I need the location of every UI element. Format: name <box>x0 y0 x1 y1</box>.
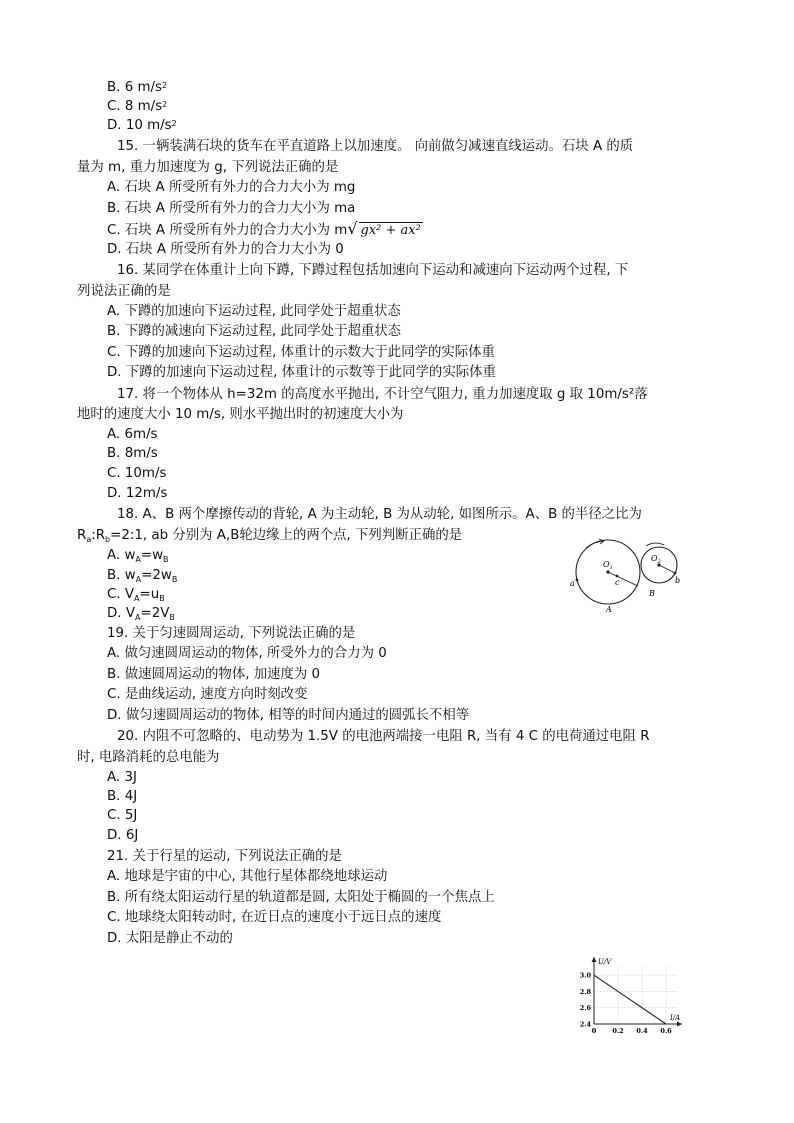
q15-stem-line2: 量为 m, 重力加速度为 g, 下列说法正确的是 <box>77 160 339 175</box>
q15-option-b: B. 石块 A 所受所有外力的合力大小为 ma <box>107 201 356 216</box>
q21-option-a: A. 地球是宇宙的中心, 其他行星体都绕地球运动 <box>107 869 388 884</box>
label-a: a <box>570 579 575 588</box>
label-wheel-b: B <box>649 589 655 598</box>
q16-option-d: D. 下蹲的加速向下运动过程, 体重计的示数等于此同学的实际体重 <box>107 365 496 380</box>
q21-option-b: B. 所有绕太阳运动行星的轨道都是圆, 太阳处于椭圆的一个焦点上 <box>107 890 495 905</box>
q14-option-c: C. 8 $m/s^2$ <box>107 99 168 114</box>
x-tick-label: 0.6 <box>660 1027 672 1035</box>
y-axis-label: U/V <box>598 958 612 966</box>
q21-option-c: C. 地球绕太阳转动时, 在近日点的速度小于远日点的速度 <box>107 910 442 925</box>
q16-option-a: A. 下蹲的加速向下运动过程, 此同学处于超重状态 <box>107 304 401 319</box>
q15-option-c: C. 石块 A 所受所有外力的合力大小为 m√ gx² + ax² <box>107 219 421 238</box>
q14-option-d: D. 10 $m/s^2$ <box>107 118 177 133</box>
q17-option-c: C. 10m/s <box>107 466 167 481</box>
y-axis-arrow <box>592 957 597 962</box>
friction-wheels-diagram <box>568 536 682 614</box>
q20-stem-line1: 20. 内阻不可忽略的、电动势为 1.5V 的电池两端接一电阻 R, 当有 4 C 的电荷通过电阻 R <box>117 729 650 744</box>
radius-line-a <box>608 572 638 586</box>
label-o2: $O_2$ <box>651 554 661 565</box>
chart-grid <box>594 967 681 1024</box>
q15-stem-line1: 15. 一辆装满石块的货车在平直道路上以加速度。 向前做匀减速直线运动。石块 A 的质 <box>117 139 634 154</box>
y-tick-label: 2.8 <box>579 987 591 996</box>
q20-option-b: B. 4J <box>107 789 138 804</box>
series-line <box>594 975 666 1024</box>
point-c-dot <box>616 575 619 578</box>
x-tick-label: 0.2 <box>612 1027 624 1035</box>
q19-option-c: C. 是曲线运动, 速度方向时刻改变 <box>107 687 308 702</box>
q17-option-d: D. 12m/s <box>107 486 168 501</box>
q18-option-d: D. $V_A=2V_B$ <box>107 606 175 622</box>
q21-stem: 21. 关于行星的运动, 下列说法正确的是 <box>107 849 342 864</box>
radius-line-b <box>659 565 675 573</box>
q17-option-a: A. 6m/s <box>107 427 158 442</box>
q17-stem-line1: 17. 将一个物体从 h=32m 的高度水平抛出, 不计空气阻力, 重力加速度取 g 取 10m/s²落 <box>117 387 648 402</box>
label-wheel-a: A <box>606 605 612 614</box>
label-c: c <box>615 578 620 587</box>
x-axis-arrow <box>677 1022 682 1027</box>
y-tick-label: 2.4 <box>579 1020 591 1029</box>
q15-option-d: D. 石块 A 所受所有外力的合力大小为 0 <box>107 242 344 257</box>
q20-option-c: C. 5J <box>107 808 138 823</box>
q14-option-b: B. 6 $m/s^2$ <box>107 80 168 95</box>
q17-option-b: B. 8m/s <box>107 446 158 461</box>
label-o1: $O_1$ <box>603 560 613 571</box>
q18-option-a: A. $w_A=w_B$ <box>107 548 169 564</box>
u-i-graph <box>570 954 688 1036</box>
q16-option-b: B. 下蹲的减速向下运动过程, 此同学处于超重状态 <box>107 324 402 339</box>
x-axis-label: I/A <box>670 1014 681 1022</box>
point-b-dot <box>674 572 677 575</box>
y-tick-label: 2.6 <box>579 1004 591 1013</box>
label-b: b <box>675 576 681 585</box>
q19-option-a: A. 做匀速圆周运动的物体, 所受外力的合力为 0 <box>107 646 387 661</box>
q16-stem-line1: 16. 某同学在体重计上向下蹲, 下蹲过程包括加速向下运动和减速向下运动两个过程, 下 <box>117 263 629 278</box>
x-tick-label: 0 <box>591 1027 597 1035</box>
q18-stem-line1: 18. A、B 两个摩擦传动的背轮, A 为主动轮, B 为从动轮, 如图所示。A、B 的半径之比为 <box>117 507 642 522</box>
q19-option-b: B. 做速圆周运动的物体, 加速度为 0 <box>107 667 321 682</box>
q15-option-a: A. 石块 A 所受所有外力的合力大小为 mg <box>107 180 356 195</box>
y-tick-label: 3.0 <box>579 971 591 980</box>
q16-stem-line2: 列说法正确的是 <box>77 284 171 299</box>
q18-stem-line2: $R_a:R_b=2:1$, ab 分别为 A,B轮边缘上的两个点, 下列判断正确的是 <box>77 528 463 544</box>
q18-option-c: C. $V_A=u_B$ <box>107 587 165 603</box>
q19-option-d: D. 做匀速圆周运动的物体, 相等的时间内通过的圆弧长不相等 <box>107 708 470 723</box>
q17-stem-line2: 地时的速度大小 10 m/s, 则水平抛出时的初速度大小为 <box>77 407 404 422</box>
q19-stem: 19. 关于匀速圆周运动, 下列说法正确的是 <box>107 626 356 641</box>
q18-option-b: B. $w_A=2w_B$ <box>107 568 178 584</box>
point-a-dot <box>576 579 579 582</box>
q20-option-a: A. 3J <box>107 770 137 785</box>
wheel-b-rotation-arrow <box>646 543 664 546</box>
q20-option-d: D. 6J <box>107 828 139 843</box>
q20-stem-line2: 时, 电路消耗的总电能为 <box>77 750 220 765</box>
x-tick-label: 0.4 <box>636 1027 648 1035</box>
q21-option-d: D. 太阳是静止不动的 <box>107 931 233 946</box>
q16-option-c: C. 下蹲的加速向下运动过程, 体重计的示数大于此同学的实际体重 <box>107 345 495 360</box>
